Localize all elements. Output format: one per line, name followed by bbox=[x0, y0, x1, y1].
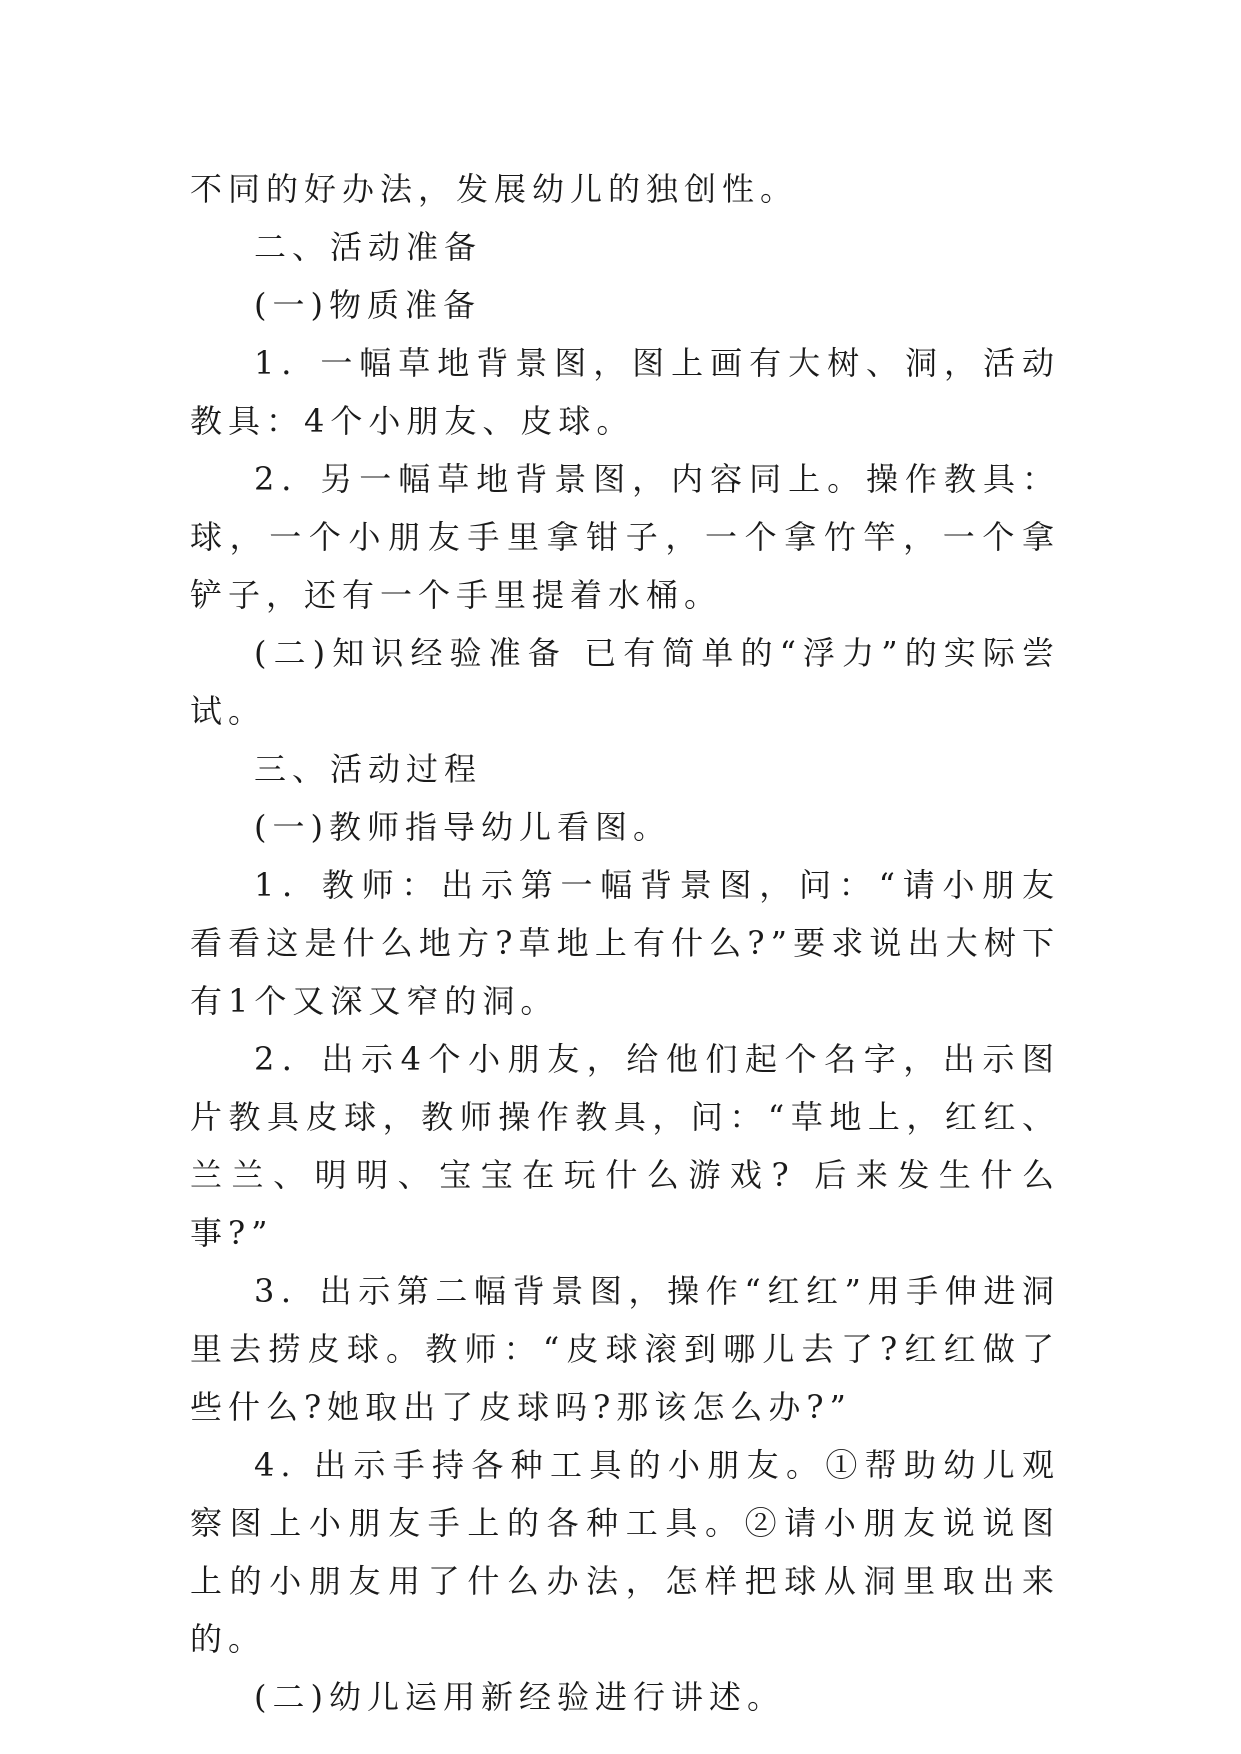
paragraph-item-1: 1．一幅草地背景图，图上画有大树、洞，活动教具：4个小朋友、皮球。 bbox=[190, 344, 1060, 440]
paragraph-step-1: 1．教师：出示第一幅背景图，问：“请小朋友看看这是什么地方?草地上有什么?”要求说出大树下有1个又深又窄的洞。 bbox=[190, 866, 1060, 1020]
section-heading-process: 三、活动过程 bbox=[254, 750, 483, 788]
paragraph-step-4: 4. 出示手持各种工具的小朋友。①帮助幼儿观察图上小朋友手上的各种工具。②请小朋友说说图上的小朋友用了什么办法，怎样把球从洞里取出来的。 bbox=[190, 1446, 1060, 1658]
paragraph-continuation: 不同的好办法，发展幼儿的独创性。 bbox=[190, 170, 799, 208]
subheading-material-preparation: (一)物质准备 bbox=[254, 286, 481, 324]
paragraph-step-2: 2．出示4个小朋友，给他们起个名字，出示图片教具皮球，教师操作教具，问：“草地上，红红、兰兰、明明、宝宝在玩什么游戏? 后来发生什么事?” bbox=[190, 1040, 1060, 1252]
section-heading-preparation: 二、活动准备 bbox=[254, 228, 483, 266]
document-body bbox=[190, 160, 1060, 1726]
subheading-child-narration: (二)幼儿运用新经验进行讲述。 bbox=[254, 1678, 785, 1716]
subheading-knowledge-preparation: (二)知识经验准备 已有简单的“浮力”的实际尝试。 bbox=[190, 634, 1060, 730]
paragraph-step-3: 3．出示第二幅背景图，操作“红红”用手伸进洞里去捞皮球。教师：“皮球滚到哪儿去了?红红做了些什么?她取出了皮球吗?那该怎么办?” bbox=[190, 1272, 1060, 1426]
paragraph-item-2: 2．另一幅草地背景图，内容同上。操作教具：球，一个小朋友手里拿钳子，一个拿竹竿，一个拿铲子，还有一个手里提着水桶。 bbox=[190, 460, 1060, 614]
subheading-teacher-guidance: (一)教师指导幼儿看图。 bbox=[254, 808, 671, 846]
